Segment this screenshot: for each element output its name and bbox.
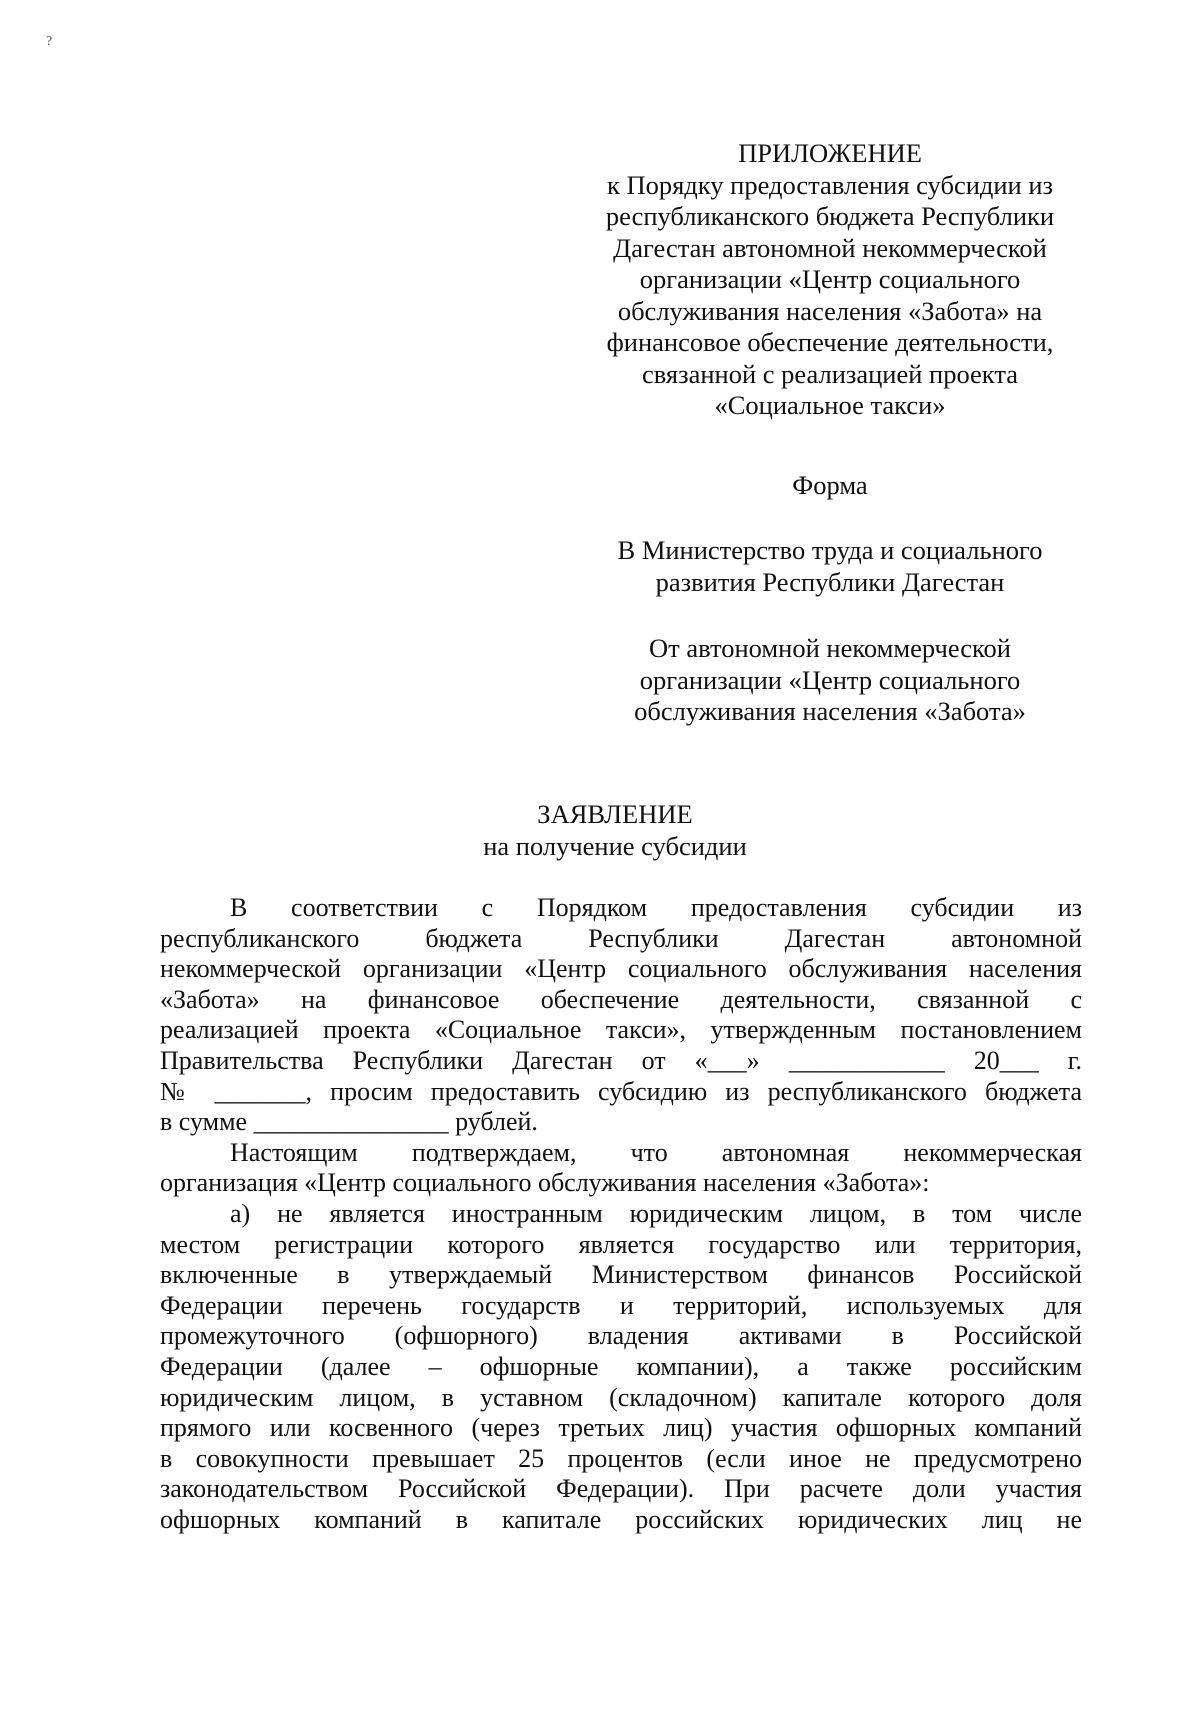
body-line: «Забота» на финансовое обеспечение деятельности, связанной с <box>160 984 1082 1014</box>
document-heading <box>150 798 1080 862</box>
scan-mark: ? <box>46 34 53 49</box>
body-line: № _______, просим предоставить субсидию из республиканского бюджета <box>160 1076 1082 1106</box>
appendix-line: организации «Центр социального <box>639 264 1021 294</box>
appendix-line: к Порядку предоставления субсидии из <box>606 169 1054 200</box>
body-line: юридическим лицом, в уставном (складочном) капитале которого доля <box>160 1382 1082 1412</box>
addressee-block <box>560 535 1100 598</box>
body-line: а) не является иностранным юридическим лицом, в том числе <box>230 1198 1082 1228</box>
body-line: в сумме _______________ рублей. <box>160 1107 538 1137</box>
body-line: реализацией проекта «Социальное такси», утвержденным постановлением <box>160 1015 1082 1045</box>
body-line: в совокупности превышает 25 процентов (если иное не предусмотрено <box>160 1443 1082 1473</box>
body-line: местом регистрации которого является государство или территория, <box>160 1229 1082 1259</box>
form-label: Форма <box>792 470 868 500</box>
addressee-line: развития Республики Дагестан <box>655 566 1005 597</box>
body-line: организация «Центр социального обслуживания населения «Забота»: <box>160 1168 930 1198</box>
appendix-line: финансовое обеспечение деятельности, <box>606 327 1054 357</box>
document-body <box>160 893 1082 1535</box>
appendix-header <box>560 138 1100 422</box>
sender-block <box>560 633 1100 728</box>
appendix-line: Дагестан автономной некоммерческой <box>613 232 1047 263</box>
sender-line: организации «Центр социального <box>639 664 1021 695</box>
body-line: Правительства Республики Дагестан от «___» ____________ 20___ г. <box>160 1045 1082 1075</box>
addressee-line: В Министерство труда и социального <box>617 535 1043 565</box>
appendix-line: «Социальное такси» <box>714 390 946 420</box>
body-line: законодательством Российской Федерации). При расчете доли участия <box>160 1474 1082 1504</box>
appendix-line: республиканского бюджета Республики <box>605 201 1055 231</box>
body-line: включенные в утверждаемый Министерством финансов Российской <box>160 1260 1082 1290</box>
body-line: республиканского бюджета Республики Дагестан автономной <box>160 923 1082 953</box>
body-line: Настоящим подтверждаем, что автономная некоммерческая <box>230 1137 1082 1167</box>
body-line: В соответствии с Порядком предоставления субсидии из <box>230 893 1082 922</box>
body-line: Федерации перечень государств и территорий, используемых для <box>160 1290 1082 1320</box>
appendix-line: связанной с реализацией проекта <box>641 358 1018 389</box>
body-line: Федерации (далее – офшорные компании), а также российским <box>160 1351 1082 1381</box>
appendix-title: ПРИЛОЖЕНИЕ <box>738 138 922 168</box>
body-line: некоммерческой организации «Центр социального обслуживания населения <box>160 954 1082 984</box>
body-line: прямого или косвенного (через третьих лиц) участия офшорных компаний <box>160 1413 1082 1443</box>
body-line: офшорных компаний в капитале российских юридических лиц не <box>160 1504 1082 1534</box>
sender-line: От автономной некоммерческой <box>649 633 1011 663</box>
sender-line: обслуживания населения «Забота» <box>634 696 1026 726</box>
appendix-line: обслуживания населения «Забота» на <box>617 295 1043 326</box>
document-title: ЗАЯВЛЕНИЕ <box>537 799 693 829</box>
document-subtitle: на получение субсидии <box>483 831 747 861</box>
body-line: промежуточного (офшорного) владения активами в Российской <box>160 1321 1082 1351</box>
